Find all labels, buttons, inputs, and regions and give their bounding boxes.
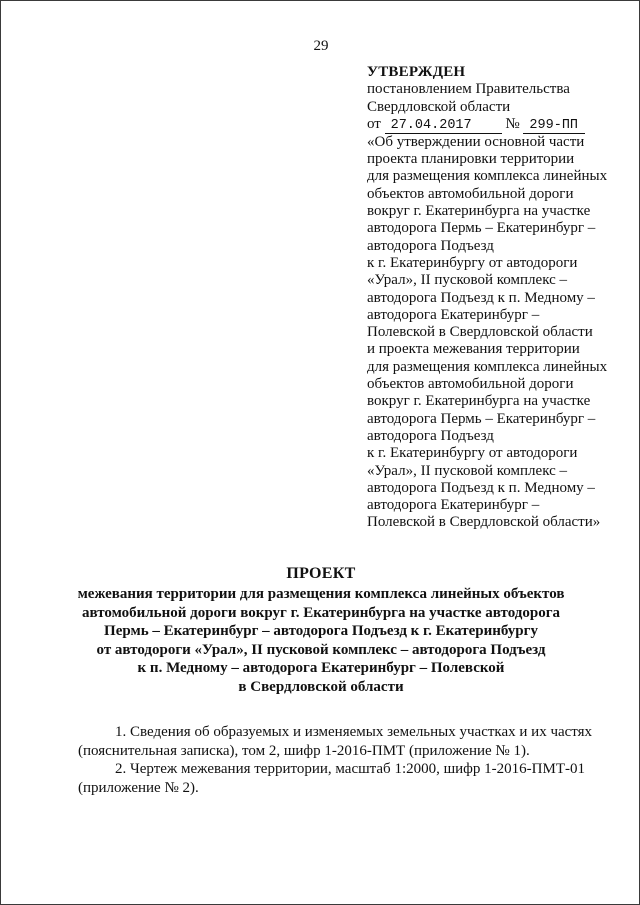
resolution-title-line: Полевской в Свердловской области [367,324,593,341]
resolution-title-line: автодорога Екатеринбург – [367,306,540,323]
resolution-title-line: «Об утверждении основной части [367,133,585,150]
resolution-title-line: автодорога Подъезд [367,237,494,254]
approval-block [367,64,637,532]
resolution-title-line: к г. Екатеринбургу от автодороги [367,254,578,271]
project-subtitle-line: автомобильной дороги вокруг г. Екатеринбурга на участке автодорога [81,604,561,621]
resolution-title-line: автодорога Подъезд к п. Медному – [367,479,595,496]
resolution-title-line: Полевской в Свердловской области» [367,514,601,531]
resolution-title-line: к г. Екатеринбургу от автодороги [367,445,578,462]
page-number: 29 [313,38,329,54]
document-body [78,723,611,797]
approval-number: 299-ПП [523,119,585,134]
resolution-title-line: объектов автомобильной дороги [367,185,574,202]
resolution-title-line: «Урал», II пусковой комплекс – [367,272,568,289]
resolution-title-line: для размещения комплекса линейных [367,358,608,375]
project-subtitle [71,585,571,697]
resolution-title-line: вокруг г. Екатеринбурга на участке [367,393,591,410]
list-item-line: (пояснительная записка), том 2, шифр 1-2016-ПМТ (приложение № 1). [78,742,530,759]
resolution-title-line: вокруг г. Екатеринбурга на участке [367,203,591,220]
resolution-title-line: автодорога Пермь – Екатеринбург – [367,220,596,237]
approval-stamp: УТВЕРЖДЕН [367,64,466,80]
list-item [78,760,611,797]
resolution-title-line: объектов автомобильной дороги [367,376,574,393]
resolution-title-line: автодорога Подъезд к п. Медному – [367,289,595,306]
resolution-title-line: «Урал», II пусковой комплекс – [367,462,568,479]
resolution-title-line: автодорога Подъезд [367,427,494,444]
resolution-title-line: автодорога Екатеринбург – [367,497,540,514]
approval-date: 27.04.2017 [385,119,502,134]
list-item [78,723,611,760]
approval-date-row [367,116,637,134]
project-subtitle-line: к п. Медному – автодорога Екатеринбург – Полевской [137,660,505,677]
project-subtitle-line: Пермь – Екатеринбург – автодорога Подъезд к г. Екатеринбургу [104,623,538,640]
project-subtitle-line: межевания территории для размещения комплекса линейных объектов [77,586,565,602]
list-item-line: 2. Чертеж межевания территории, масштаб 1:2000, шифр 1-2016-ПМТ-01 [115,761,585,777]
date-prefix: от [367,115,381,132]
resolution-title-line: проекта планировки территории [367,151,575,168]
list-item-line: (приложение № 2). [78,779,199,796]
resolution-title-line: автодорога Пермь – Екатеринбург – [367,410,596,427]
project-heading: ПРОЕКТ [286,565,356,582]
resolution-title-line: для размещения комплекса линейных [367,168,608,185]
project-subtitle-line: в Свердловской области [238,678,404,695]
number-prefix: № [505,115,520,132]
approval-authority-line-1: постановлением Правительства [367,81,570,98]
list-item-line: 1. Сведения об образуемых и изменяемых земельных участках и их частях [115,724,593,740]
approval-authority-line-2: Свердловской области [367,98,511,115]
project-subtitle-line: от автодороги «Урал», II пусковой комплекс – автодорога Подъезд [96,641,546,658]
resolution-title-line: и проекта межевания территории [367,341,580,358]
